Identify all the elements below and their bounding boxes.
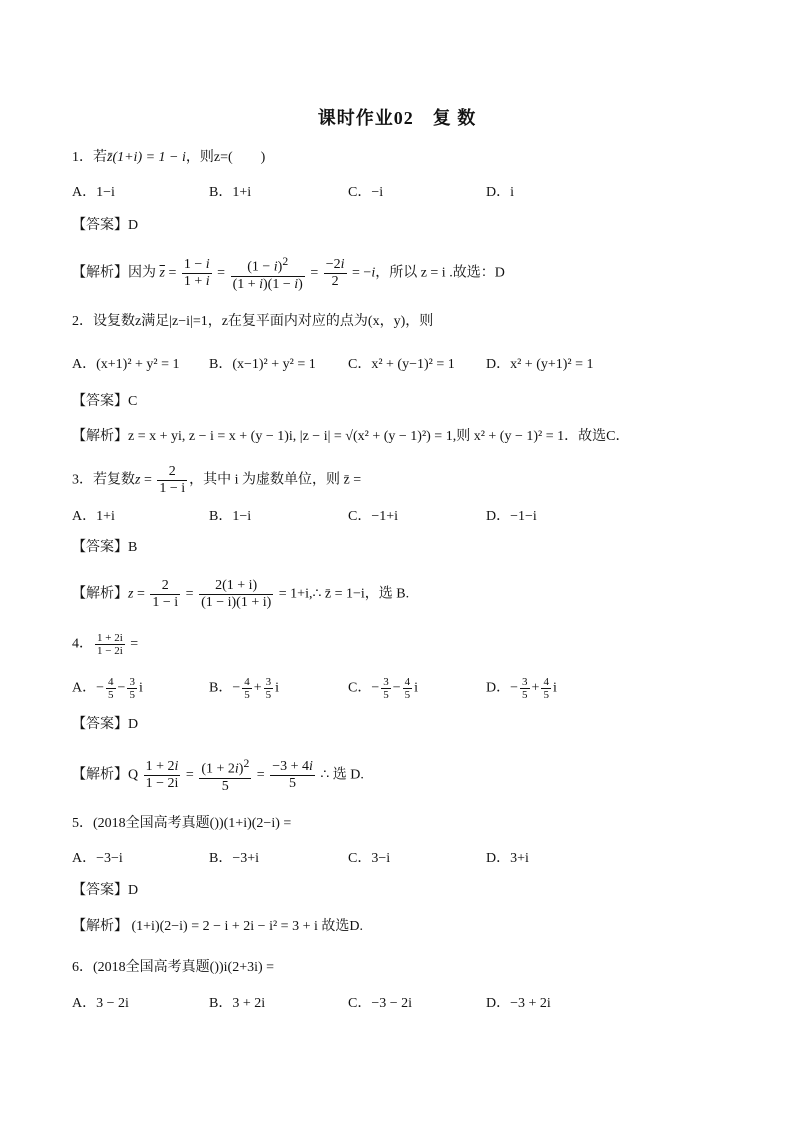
q3-option-a: A．1+i: [72, 509, 115, 524]
q2-option-c: C．x² + (y−1)² = 1: [348, 357, 455, 372]
q1-option-d: D．i: [486, 185, 514, 200]
q1-answer: 【答案】D: [72, 218, 139, 233]
q5-answer: 【答案】D: [72, 883, 139, 898]
q4-option-a: A．− $\frac{4}{5}$ − $\frac{3}{5}$ i: [72, 676, 143, 701]
q5-option-c: C．3−i: [348, 851, 391, 866]
question-2-stem: 2．设复数z满足|z−i|=1，z在复平面内对应的点为(x，y)，则: [72, 314, 434, 329]
q5-analysis: 【解析】 (1+i)(2−i) = 2 − i + 2i − i² = 3 + i 故选D.: [72, 919, 363, 934]
q4-option-d: D．− $\frac{3}{5}$ + $\frac{4}{5}$ i: [486, 676, 557, 701]
q1-option-b: B．1+i: [209, 185, 252, 200]
q3-answer: 【答案】B: [72, 540, 138, 555]
question-1-stem: 1．若z̄(1+i) = 1 − i，则z=( ): [72, 150, 266, 165]
question-5-stem: 5．(2018全国高考真题())(1+i)(2−i) =: [72, 816, 292, 831]
question-6-stem: 6．(2018全国高考真题())i(2+3i) =: [72, 960, 275, 975]
q6-option-c: C．−3 − 2i: [348, 996, 413, 1011]
q5-option-b: B．−3+i: [209, 851, 260, 866]
q2-option-b: B．(x−1)² + y² = 1: [209, 357, 316, 372]
question-3-stem: 3．若复数z = $\frac{2}{1 - i}$ ，其中 i 为虚数单位，则 z̄ =: [72, 464, 362, 496]
page-title: 课时作业02 复 数: [317, 108, 477, 128]
q4-analysis: 【解析】Q $\frac{1 + 2i}{1 - 2i}$ = $\frac{(1 + 2i)^2}{5}$ = $\frac{-3 + 4i}{5}$ ∴ 选 D.: [72, 757, 364, 794]
q1-option-a: A．1−i: [72, 185, 115, 200]
q5-option-a: A．−3−i: [72, 851, 123, 866]
q5-option-d: D．3+i: [486, 851, 529, 866]
question-4-stem: 4． $\frac{1 + 2i}{1 - 2i}$ =: [72, 632, 139, 657]
q6-option-a: A．3 − 2i: [72, 996, 129, 1011]
q4-option-b: B．− $\frac{4}{5}$ + $\frac{3}{5}$ i: [209, 676, 280, 701]
q4-option-c: C．− $\frac{3}{5}$ − $\frac{4}{5}$ i: [348, 676, 419, 701]
q2-option-a: A．(x+1)² + y² = 1: [72, 357, 180, 372]
q3-option-d: D．−1−i: [486, 509, 537, 524]
q2-option-d: D．x² + (y+1)² = 1: [486, 357, 594, 372]
q4-answer: 【答案】D: [72, 717, 139, 732]
q1-analysis: 【解析】因为 $\overline{z}$ = $\frac{1 - i}{1 + i}$ = $\frac{(1 - i)^2}{(1 + i)(1 - i)}$ = $\frac{-2i}{2}$ = −i，所以 z = i .故选：D: [72, 255, 505, 292]
q2-analysis: 【解析】z = x + yi, z − i = x + (y − 1)i, |z − i| = √(x² + (y − 1)²) = 1,则 x² + (y − 1)² = 1．故选C．: [72, 429, 630, 444]
q3-option-c: C．−1+i: [348, 509, 399, 524]
q3-analysis: 【解析】z = $\frac{2}{1 - i}$ = $\frac{2(1 + i)}{(1 - i)(1 + i)}$ = 1+i,∴ z̄ = 1−i，选 B.: [72, 578, 410, 610]
q2-answer: 【答案】C: [72, 394, 138, 409]
q6-option-b: B．3 + 2i: [209, 996, 266, 1011]
q3-option-b: B．1−i: [209, 509, 252, 524]
q1-option-c: C．−i: [348, 185, 384, 200]
q6-option-d: D．−3 + 2i: [486, 996, 551, 1011]
